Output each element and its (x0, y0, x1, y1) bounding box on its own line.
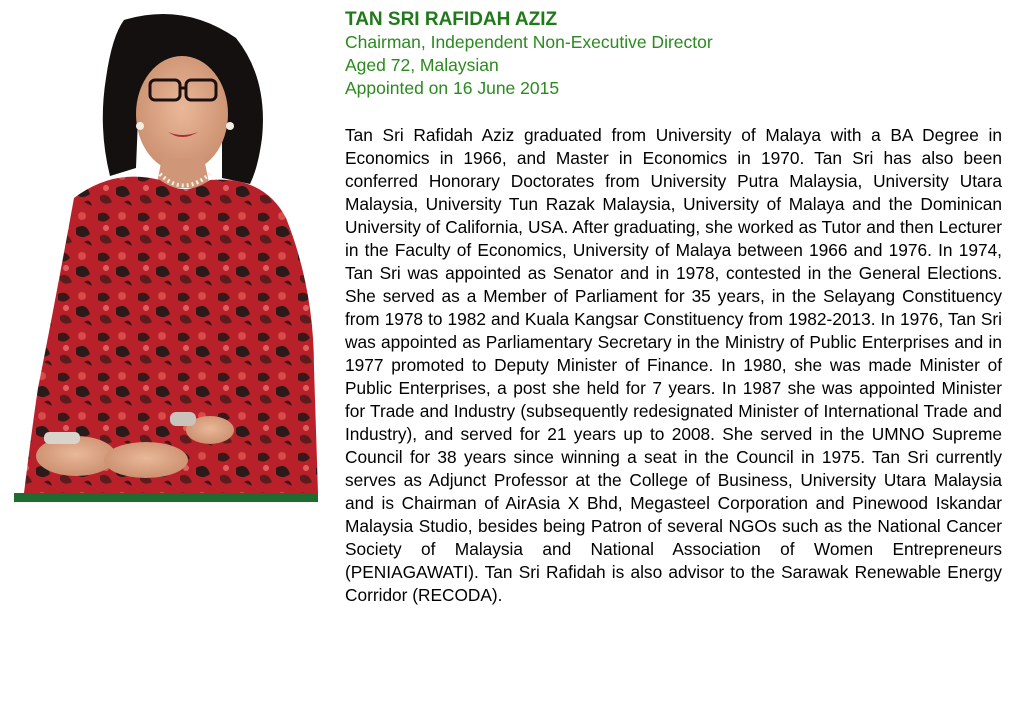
director-age-nationality: Aged 72, Malaysian (345, 55, 499, 75)
green-underline-bar (14, 493, 318, 502)
director-biography: Tan Sri Rafidah Aziz graduated from University of Malaya with a BA Degree in Economics in 1966, and Master in Economics in 1970. Tan Sri has also been conferred Honorary Doctorates from University Putra Malaysia, University Utara Malaysia, University Tun Razak Malaysia, University of Malaya and the Dominican University of California, USA. After graduating, she worked as Tutor and then Lecturer in the Faculty of Economics, University of Malaya between 1966 and 1976. In 1974, Tan Sri was appointed as Senator and in 1978, contested in the General Elections. She served as a Member of Parliament for 35 years, in the Selayang Constituency from 1978 to 1982 and Kuala Kangsar Constituency from 1982-2013. In 1976, Tan Sri was appointed as Parliamentary Secretary in the Ministry of Public Enterprises and in 1977 promoted to Deputy Minister of Finance. In 1980, she was made Minister of Public Enterprises, a post she held for 7 years. In 1987 she was appointed Minister for Trade and Industry (subsequently redesignated Minister of International Trade and Industry), and served for 21 years up to 2008. She served in the UMNO Supreme Council for 38 years since winning a seat in the Council in 1975. Tan Sri currently serves as Adjunct Professor at the College of Business, University Utara Malaysia and is Chairman of AirAsia X Bhd, Megasteel Corporation and Pinewood Iskandar Malaysia Studio, besides being Patron of several NGOs such as the National Cancer Society of Malaysia and National Association of Women Entrepreneurs (PENIAGAWATI). Tan Sri Rafidah is also advisor to the Sarawak Renewable Energy Corridor (RECODA). (345, 125, 1002, 605)
portrait-photo (14, 8, 318, 493)
director-position: Chairman, Independent Non-Executive Director (345, 32, 713, 52)
director-appointed-date: Appointed on 16 June 2015 (345, 78, 560, 98)
director-name: TAN SRI RAFIDAH AZIZ (345, 9, 558, 30)
director-header (345, 8, 985, 100)
